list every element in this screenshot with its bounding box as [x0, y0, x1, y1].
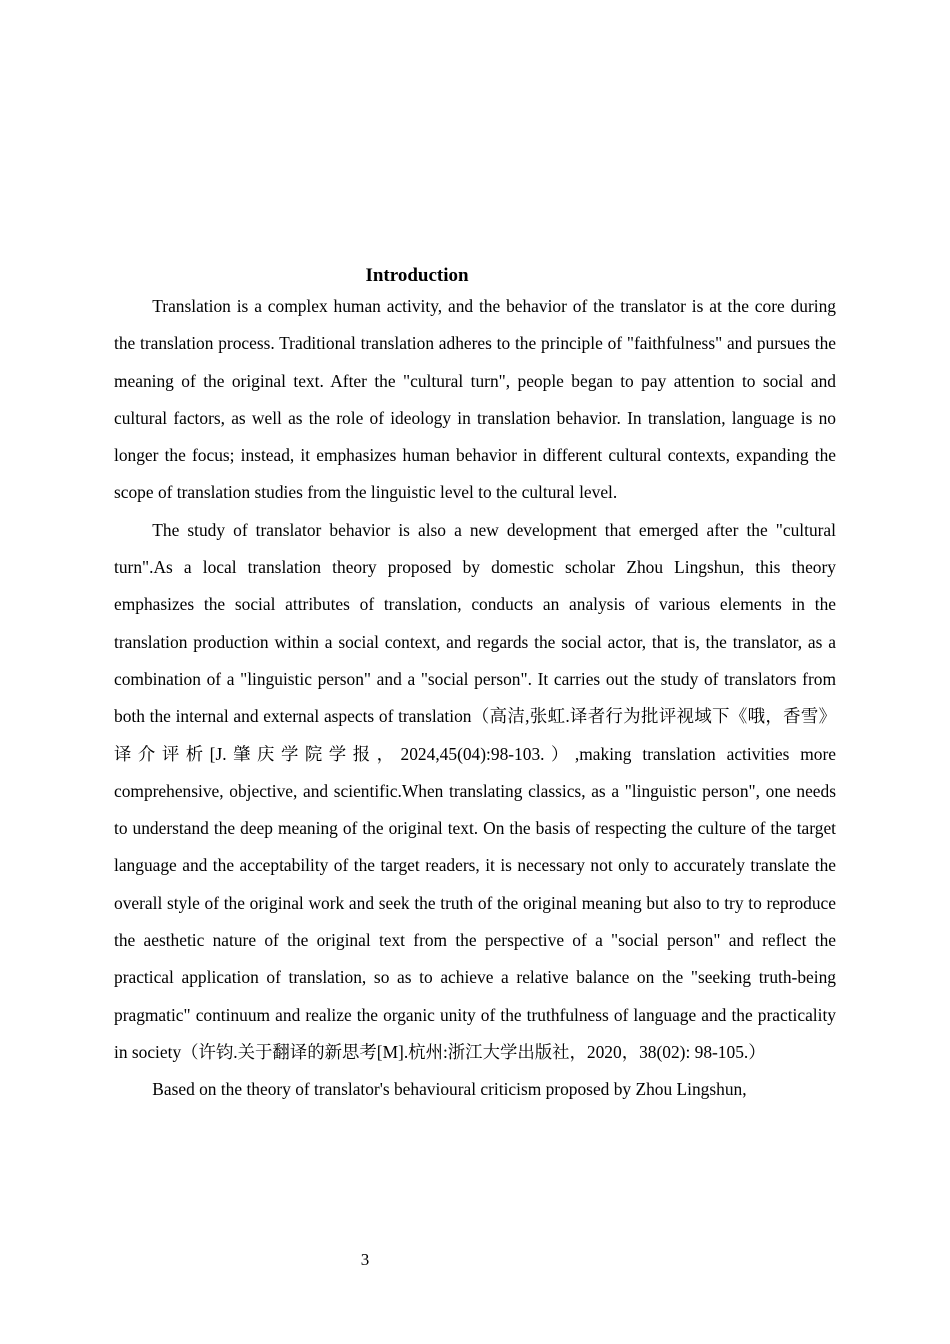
paragraph-1: Translation is a complex human activity, and the behavior of the translator is at the core during the translation process. Traditional translation adheres to the principle of "faithfulness" and pursues the meaning of the original text. After the "cultural turn", people began to pay attention to social and cultural factors, as well as the role of ideology in translation behavior. In translation, language is no longer the focus; instead, it emphasizes human behavior in different cultural contexts, expanding the scope of translation studies from the linguistic level to the cultural level.	[114, 296, 836, 503]
body-text	[114, 288, 836, 1109]
paragraph-3: Based on the theory of translator's behavioural criticism proposed by Zhou Lingshun,	[152, 1079, 747, 1100]
paragraph-2: The study of translator behavior is also a new development that emerged after the "cultural turn".As a local translation theory proposed by domestic scholar Zhou Lingshun, this theory emphasizes the social attributes of translation, conducts an analysis of various elements in the translation production within a social context, and regards the social actor, that is, the translator, as a combination of a "linguistic person" and a "social person". It carries out the study of translators from both the internal and external aspects of translation（高洁,张虹.译者行为批评视域下《哦，香雪》译介评析[J.肇庆学院学报，2024,45(04):98-103.）,making translation activities more comprehensive, objective, and scientific.When translating classics, as a "linguistic person", one needs to understand the deep meaning of the original text. On the basis of respecting the culture of the target language and the acceptability of the target readers, it is necessary not only to accurately translate the overall style of the original work and seek the truth of the original meaning but also to try to reproduce the aesthetic nature of the original text from the perspective of a "social person" and reflect the practical application of translation, so as to achieve a relative balance on the "seeking truth-being pragmatic" continuum and realize the organic unity of the truthfulness of language and the practicality in society（许钧.关于翻译的新思考[M].杭州:浙江大学出版社，2020，38(02): 98-105.）	[114, 519, 836, 1062]
page-number: 3	[360, 1250, 370, 1269]
section-title: Introduction	[365, 265, 469, 286]
